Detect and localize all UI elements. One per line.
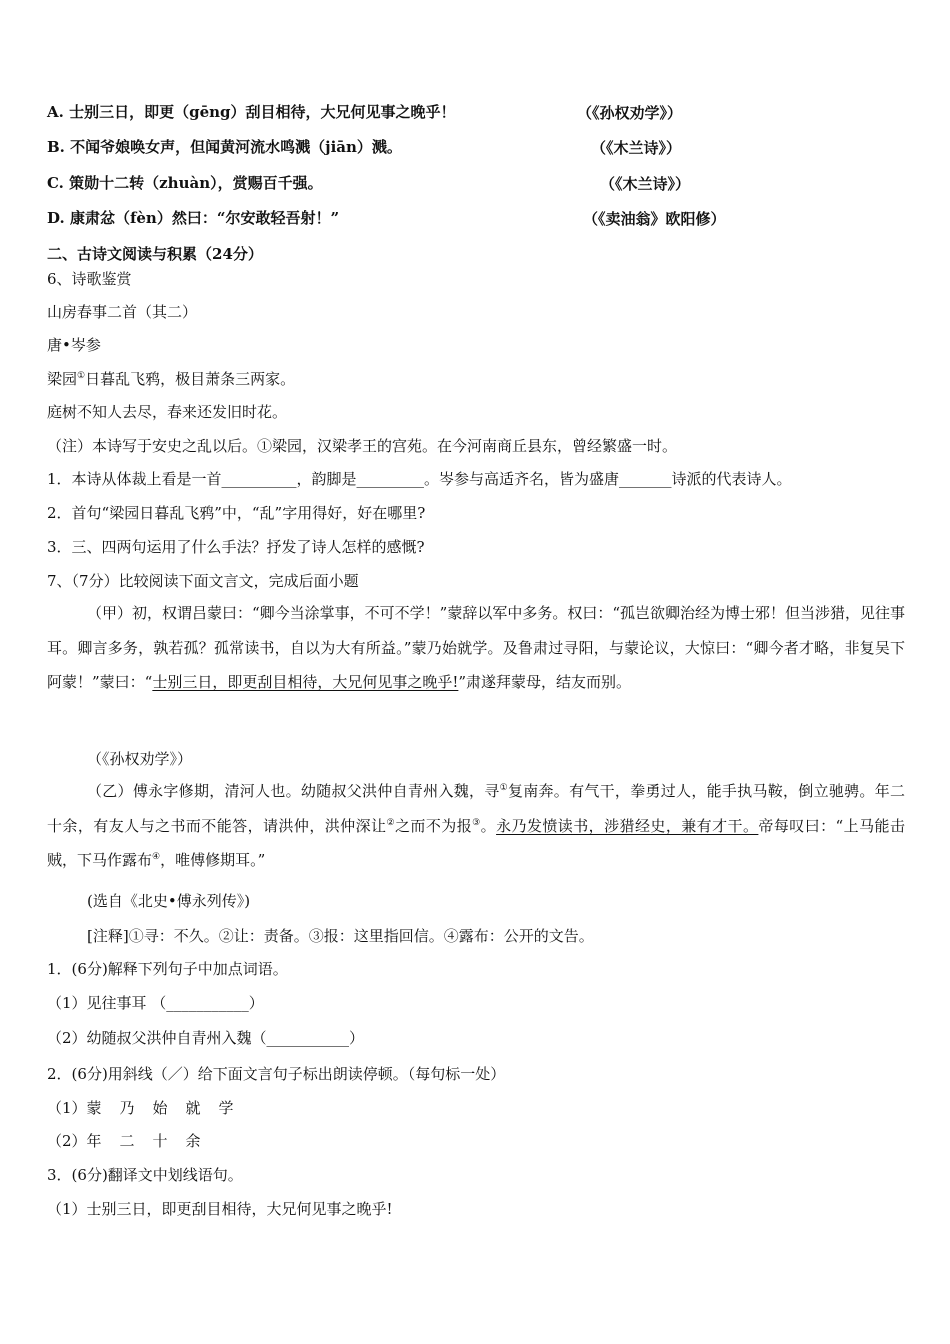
q7-sub-1-1: （1）见往事耳 （___________） [47,994,264,1012]
option-c [47,173,323,193]
q7-sub-2-2 [47,1131,219,1151]
q7-sub-2-1 [47,1098,252,1118]
passage-yi-f: ，唯傅修期耳。” [160,851,266,869]
footnote-mark-4: ④ [152,852,161,862]
option-b-text: 不闻爷娘唤女声，但闻黄河流水鸣溅（jiān）溅。 [70,138,402,156]
option-c-source: （《木兰诗》） [600,175,691,193]
annotations: [注释]①寻：不久。②让：责备。③报：这里指回信。④露布：公开的文告。 [87,927,594,945]
q7-sub-2-2-text: 年二十余 [86,1132,219,1150]
poem-line-1 [47,369,295,389]
footnote-mark: ① [77,371,86,381]
option-b [47,137,402,157]
option-a-letter: A. [47,103,64,121]
passage-yi-d: 。 [480,816,497,835]
option-a-text: 士别三日，即更（gēng）刮目相待，大兄何见事之晚乎！ [69,103,456,121]
passage-jia-underlined: 士别三日，即更刮目相待，大兄何见事之晚乎! [152,673,459,691]
passage-yi-a: （乙）傅永字修期，清河人也。幼随叔父洪仲自青州入魏，寻 [87,782,500,800]
passage-yi-c: 之而不为报 [394,816,473,835]
passage-jia-b: ”肃遂拜蒙母，结友而别。 [458,673,632,691]
poem-note: （注）本诗写于安史之乱以后。①梁园，汉梁孝王的宫苑。在今河南商丘县东，曾经繁盛一时。 [47,437,678,455]
footnote-mark-3: ③ [472,817,481,828]
option-c-text: 策勋十二转（zhuàn），赏赐百千强。 [69,174,323,192]
passage-yi-underlined: 永乃发愤读书，涉猎经史，兼有才干。 [496,816,759,835]
passage-yi-source: (选自《北史•傅永列传》) [87,892,251,910]
q7-sub-2-2-label: （2） [47,1132,87,1150]
q7-sub-2: 2．(6分)用斜线（／）给下面文言句子标出朗读停顿。（每句标一处） [47,1065,506,1083]
poem-line-1-b: 日暮乱飞鸦，极目萧条三两家。 [85,370,296,388]
option-a [47,102,456,122]
passage-yi-e: 帝每叹曰：“上马能击贼，下马作露布 [47,816,905,869]
q7-sub-2-1-label: （1） [47,1099,87,1117]
q6-header: 6、诗歌鉴赏 [47,270,132,288]
q6-sub-1: 1．本诗从体裁上看是一首__________，韵脚是_________。岑参与高适齐名，皆为盛唐_______诗派的代表诗人。 [47,470,792,488]
poem-author: 唐•岑参 [47,336,101,354]
passage-jia [47,596,905,700]
option-b-source: （《木兰诗》） [591,139,682,157]
option-d-letter: D. [47,209,65,227]
passage-yi [47,774,905,878]
q7-sub-2-1-text: 蒙乃始就学 [86,1099,252,1117]
option-a-source: （《孙权劝学》） [577,104,683,122]
passage-jia-source: （《孙权劝学》） [87,750,193,768]
q7-header: 7、（7分）比较阅读下面文言文，完成后面小题 [47,572,359,590]
option-b-letter: B. [47,138,65,156]
q6-sub-2: 2．首句“梁园日暮乱飞鸦”中，“乱”字用得好，好在哪里? [47,504,426,522]
option-d-text: 康肃忿（fèn）然曰：“尔安敢轻吾射！” [69,209,340,227]
poem-title: 山房春事二首（其二） [47,303,198,321]
option-d [47,208,339,228]
option-c-letter: C. [47,174,64,192]
q6-sub-3: 3．三、四两句运用了什么手法？抒发了诗人怎样的感慨? [47,538,425,556]
section-heading: 二、古诗文阅读与积累（24分） [47,245,263,263]
option-d-source: （《卖油翁》欧阳修） [583,210,726,228]
q7-sub-3-1: （1）士别三日，即更刮目相待，大兄何见事之晚乎! [47,1200,393,1218]
footnote-mark-1: ① [499,783,508,793]
passage-yi-b: 复南奔。有气干，拳勇过人，能手执马鞍，倒立驰骋。年二十余，有友人与之书而不能答，请洪仲，洪仲深让 [47,782,905,835]
passage-jia-a: （甲）初，权谓吕蒙曰：“卿今当涂掌事，不可不学！”蒙辞以军中多务。权曰：“孤岂欲卿治经为博士邪！但当涉猎，见往事耳。卿言多务，孰若孤？孤常读书，自以为大有所益。”蒙乃始就学。及鲁肃过寻阳，与蒙论议，大惊曰：“卿今者才略，非复吴下阿蒙！”蒙曰：“ [47,604,906,691]
footnote-mark-2: ② [386,817,395,828]
poem-line-2: 庭树不知人去尽，春来还发旧时花。 [47,403,288,421]
q7-sub-3: 3．(6分)翻译文中划线语句。 [47,1166,243,1184]
q7-sub-1: 1．(6分)解释下列句子中加点词语。 [47,960,288,978]
q7-sub-1-2: （2）幼随叔父洪仲自青州入魏（___________） [47,1029,365,1047]
poem-line-1-a: 梁园 [47,370,78,388]
